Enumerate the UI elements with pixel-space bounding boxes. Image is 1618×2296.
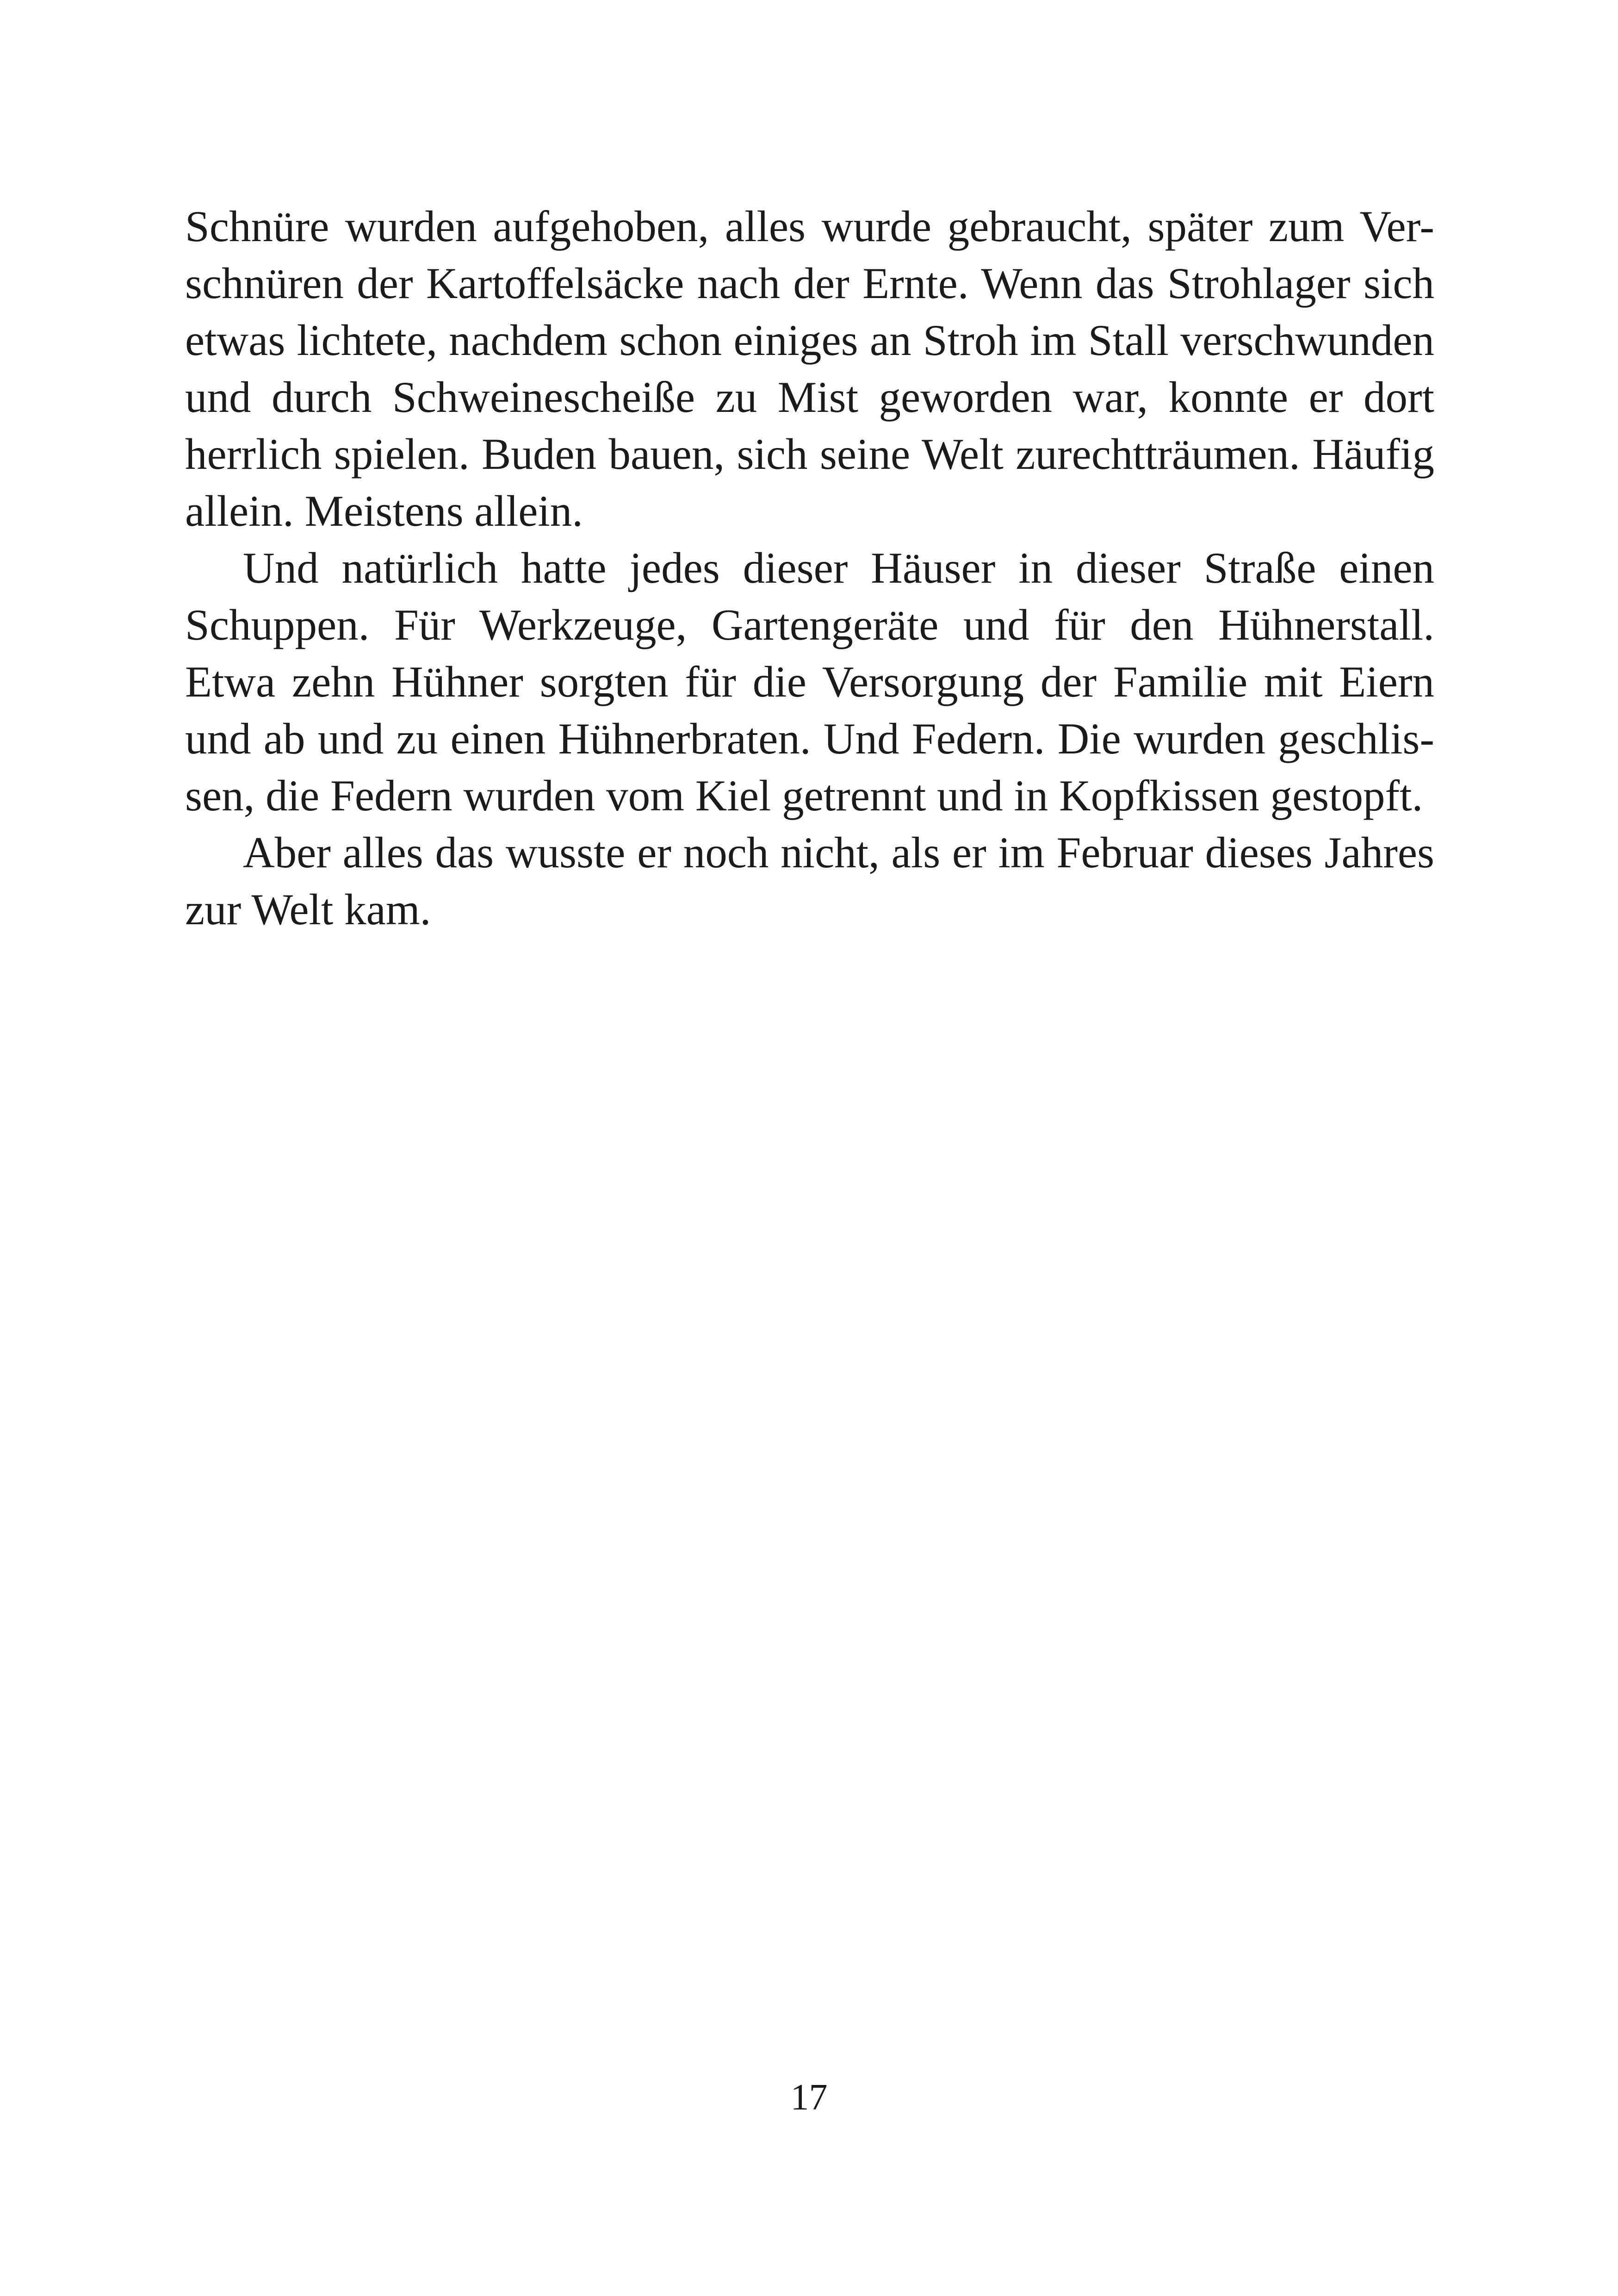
text-line: und ab und zu einen Hühnerbraten. Und Federn. Die wurden geschlis- — [185, 714, 1434, 763]
paragraph-2 — [185, 540, 1434, 824]
text-line: Schnüre wurden aufgehoben, alles wurde gebraucht, später zum Ver- — [185, 202, 1434, 251]
text-line: Etwa zehn Hühner sorgten für die Versorgung der Familie mit Eiern — [185, 657, 1434, 706]
body-text — [185, 198, 1434, 938]
text-line: herrlich spielen. Buden bauen, sich seine Welt zurechtträumen. Häufig — [185, 429, 1434, 479]
text-line: allein. Meistens allein. — [185, 486, 583, 535]
paragraph-1 — [185, 198, 1434, 540]
page-number: 17 — [790, 2077, 828, 2118]
text-line: zur Welt kam. — [185, 885, 431, 934]
text-line: Aber alles das wusste er noch nicht, als er im Februar dieses Jahres — [243, 828, 1434, 877]
text-line: Schuppen. Für Werkzeuge, Gartengeräte und für den Hühnerstall. — [185, 600, 1434, 649]
text-line: schnüren der Kartoffelsäcke nach der Ernte. Wenn das Strohlager sich — [185, 259, 1434, 308]
text-line: etwas lichtete, nachdem schon einiges an Stroh im Stall verschwunden — [185, 316, 1434, 365]
paragraph-3 — [185, 824, 1434, 938]
text-line: sen, die Federn wurden vom Kiel getrennt und in Kopfkissen gestopft. — [185, 771, 1423, 820]
text-line: und durch Schweinescheiße zu Mist geworden war, konnte er dort — [185, 373, 1434, 422]
text-line: Und natürlich hatte jedes dieser Häuser in dieser Straße einen — [243, 543, 1434, 592]
